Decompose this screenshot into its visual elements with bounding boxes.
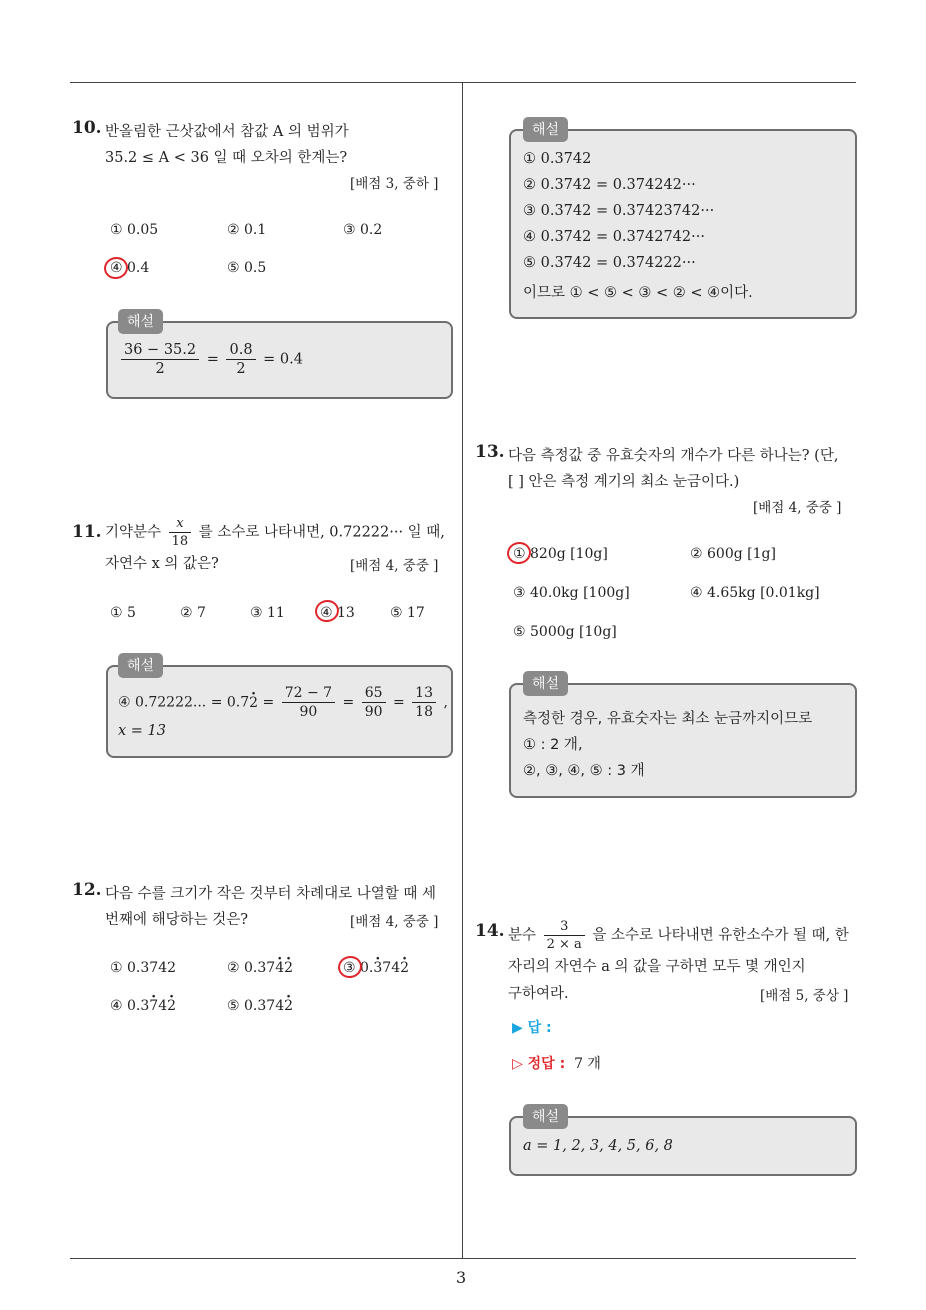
- q10-solution-formula: $\frac{36 - 35.2}{2}$ = $\frac{0.8}{2}$ = 0.4: [118, 342, 303, 377]
- q12-meta: [배점 4, 중중 ]: [350, 914, 439, 930]
- q12-solution-line3: ③ 0.3742 = 0.37423742···: [523, 203, 715, 219]
- q14-number: 14.: [475, 921, 505, 941]
- q11-option-4[interactable]: ④ 13: [320, 605, 355, 621]
- fraction: $\frac{3}{2 \times a}$: [544, 919, 585, 952]
- q14-text-line2: 자리의 자연수 a 의 값을 구하면 모두 몇 개인지: [508, 959, 806, 975]
- q11-meta: [배점 4, 중중 ]: [350, 558, 439, 574]
- q13-solution-box: [509, 683, 857, 798]
- q12-solution-line5: ⑤ 0.3742 = 0.374222···: [523, 255, 696, 271]
- q11-number: 11.: [72, 522, 102, 542]
- q12-option-4[interactable]: ④ 0.37 ·42 ·: [110, 998, 176, 1014]
- q14-text-line3: 구하여라.: [508, 986, 569, 1002]
- q13-solution-line2: ① : 2 개,: [523, 737, 583, 753]
- fraction: $\frac{65}{90}$: [362, 685, 386, 720]
- answer-circle-mark: [336, 954, 364, 981]
- top-rule: [70, 82, 856, 83]
- q10-solution-tag: 해설: [118, 309, 163, 334]
- q11-option-2[interactable]: ② 7: [180, 605, 206, 621]
- q12-solution-box: [509, 129, 857, 319]
- q12-text-line2: 번째에 해당하는 것은?: [105, 912, 249, 928]
- q11-solution-line2: x = 13: [118, 723, 166, 739]
- q12-solution-tag: 해설: [523, 117, 568, 142]
- q11-text-line2: 자연수 x 의 값은?: [105, 556, 219, 572]
- q10-option-1[interactable]: ① 0.05: [110, 222, 159, 238]
- q13-text-line2: [ ] 안은 측정 계기의 최소 눈금이다.): [508, 474, 740, 490]
- q13-option-2[interactable]: ② 600g [1g]: [690, 546, 776, 562]
- q13-meta: [배점 4, 중중 ]: [753, 500, 842, 516]
- q10-meta: [배점 3, 중하 ]: [350, 176, 439, 192]
- answer-input-label[interactable]: ▶ 답 :: [512, 1020, 552, 1036]
- q14-solution-tag: 해설: [523, 1104, 568, 1129]
- q13-text-line1: 다음 측정값 중 유효숫자의 개수가 다른 하나는? (단,: [508, 448, 839, 464]
- q10-number: 10.: [72, 118, 102, 138]
- q14-text-line1: 분수 $\frac{3}{2 \times a}$ 을 소수로 나타내면 유한소수가 될 때, 한: [508, 919, 849, 952]
- q10-option-4[interactable]: ④ 0.4: [110, 260, 150, 276]
- q14-meta: [배점 5, 중상 ]: [760, 988, 849, 1004]
- fraction: $\frac{36 - 35.2}{2}$: [121, 342, 199, 377]
- correct-answer: ▷ 정답 : 7 개: [512, 1056, 601, 1072]
- q12-option-5[interactable]: ⑤ 0.3742 ·: [227, 998, 293, 1014]
- q12-number: 12.: [72, 880, 102, 900]
- page-number: 3: [456, 1268, 467, 1287]
- q12-solution-line6: 이므로 ① < ⑤ < ③ < ② < ④이다.: [523, 285, 753, 301]
- column-divider: [462, 83, 463, 1258]
- answer-circle-mark: [102, 255, 130, 282]
- q13-number: 13.: [475, 442, 505, 462]
- q10-text-line2: 35.2 ≤ A < 36 일 때 오차의 한계는?: [105, 150, 348, 166]
- bottom-rule: [70, 1258, 856, 1259]
- q12-option-3[interactable]: ③ 0.3 ·742 ·: [343, 960, 409, 976]
- q13-option-1[interactable]: ① 820g [10g]: [513, 546, 608, 562]
- q11-solution-formula: ④ 0.72222... = 0.72 · = $\frac{72 - 7}{90}$ = $\frac{65}{90}$ = $\frac{13}{18}$ ,: [118, 685, 448, 720]
- q13-solution-line1: 측정한 경우, 유효숫자는 최소 눈금까지이므로: [523, 711, 813, 727]
- q12-solution-line1: ① 0.3742: [523, 151, 592, 167]
- fraction: $\frac{0.8}{2}$: [226, 342, 255, 377]
- q13-option-3[interactable]: ③ 40.0kg [100g]: [513, 585, 630, 601]
- q12-solution-line2: ② 0.3742 = 0.374242···: [523, 177, 696, 193]
- q10-text-line1: 반올림한 근삿값에서 참값 A 의 범위가: [105, 124, 349, 140]
- q13-option-4[interactable]: ④ 4.65kg [0.01kg]: [690, 585, 820, 601]
- q11-solution-tag: 해설: [118, 653, 163, 678]
- answer-circle-mark: [505, 540, 533, 567]
- q12-option-1[interactable]: ① 0.3742: [110, 960, 177, 976]
- q13-solution-line3: ②, ③, ④, ⑤ : 3 개: [523, 763, 645, 779]
- fraction: $\frac{x}{18}$: [169, 516, 192, 549]
- q10-option-2[interactable]: ② 0.1: [227, 222, 267, 238]
- q11-solution-box: [106, 665, 453, 758]
- q11-option-3[interactable]: ③ 11: [250, 605, 285, 621]
- fraction: $\frac{72 - 7}{90}$: [282, 685, 335, 720]
- q11-text-line1: 기약분수 $\frac{x}{18}$ 를 소수로 나타내면, 0.72222··· 일 때,: [105, 516, 445, 549]
- q10-option-5[interactable]: ⑤ 0.5: [227, 260, 267, 276]
- q12-solution-line4: ④ 0.3742 = 0.3742742···: [523, 229, 705, 245]
- q13-option-5[interactable]: ⑤ 5000g [10g]: [513, 624, 617, 640]
- q14-solution-line1: a = 1, 2, 3, 4, 5, 6, 8: [523, 1138, 673, 1154]
- q11-option-1[interactable]: ① 5: [110, 605, 136, 621]
- q12-text-line1: 다음 수를 크기가 작은 것부터 차례대로 나열할 때 세: [105, 886, 437, 902]
- fraction: $\frac{13}{18}$: [412, 685, 436, 720]
- q12-option-2[interactable]: ② 0.374 ·2 ·: [227, 960, 293, 976]
- q11-option-5[interactable]: ⑤ 17: [390, 605, 425, 621]
- q10-option-3[interactable]: ③ 0.2: [343, 222, 383, 238]
- q13-solution-tag: 해설: [523, 671, 568, 696]
